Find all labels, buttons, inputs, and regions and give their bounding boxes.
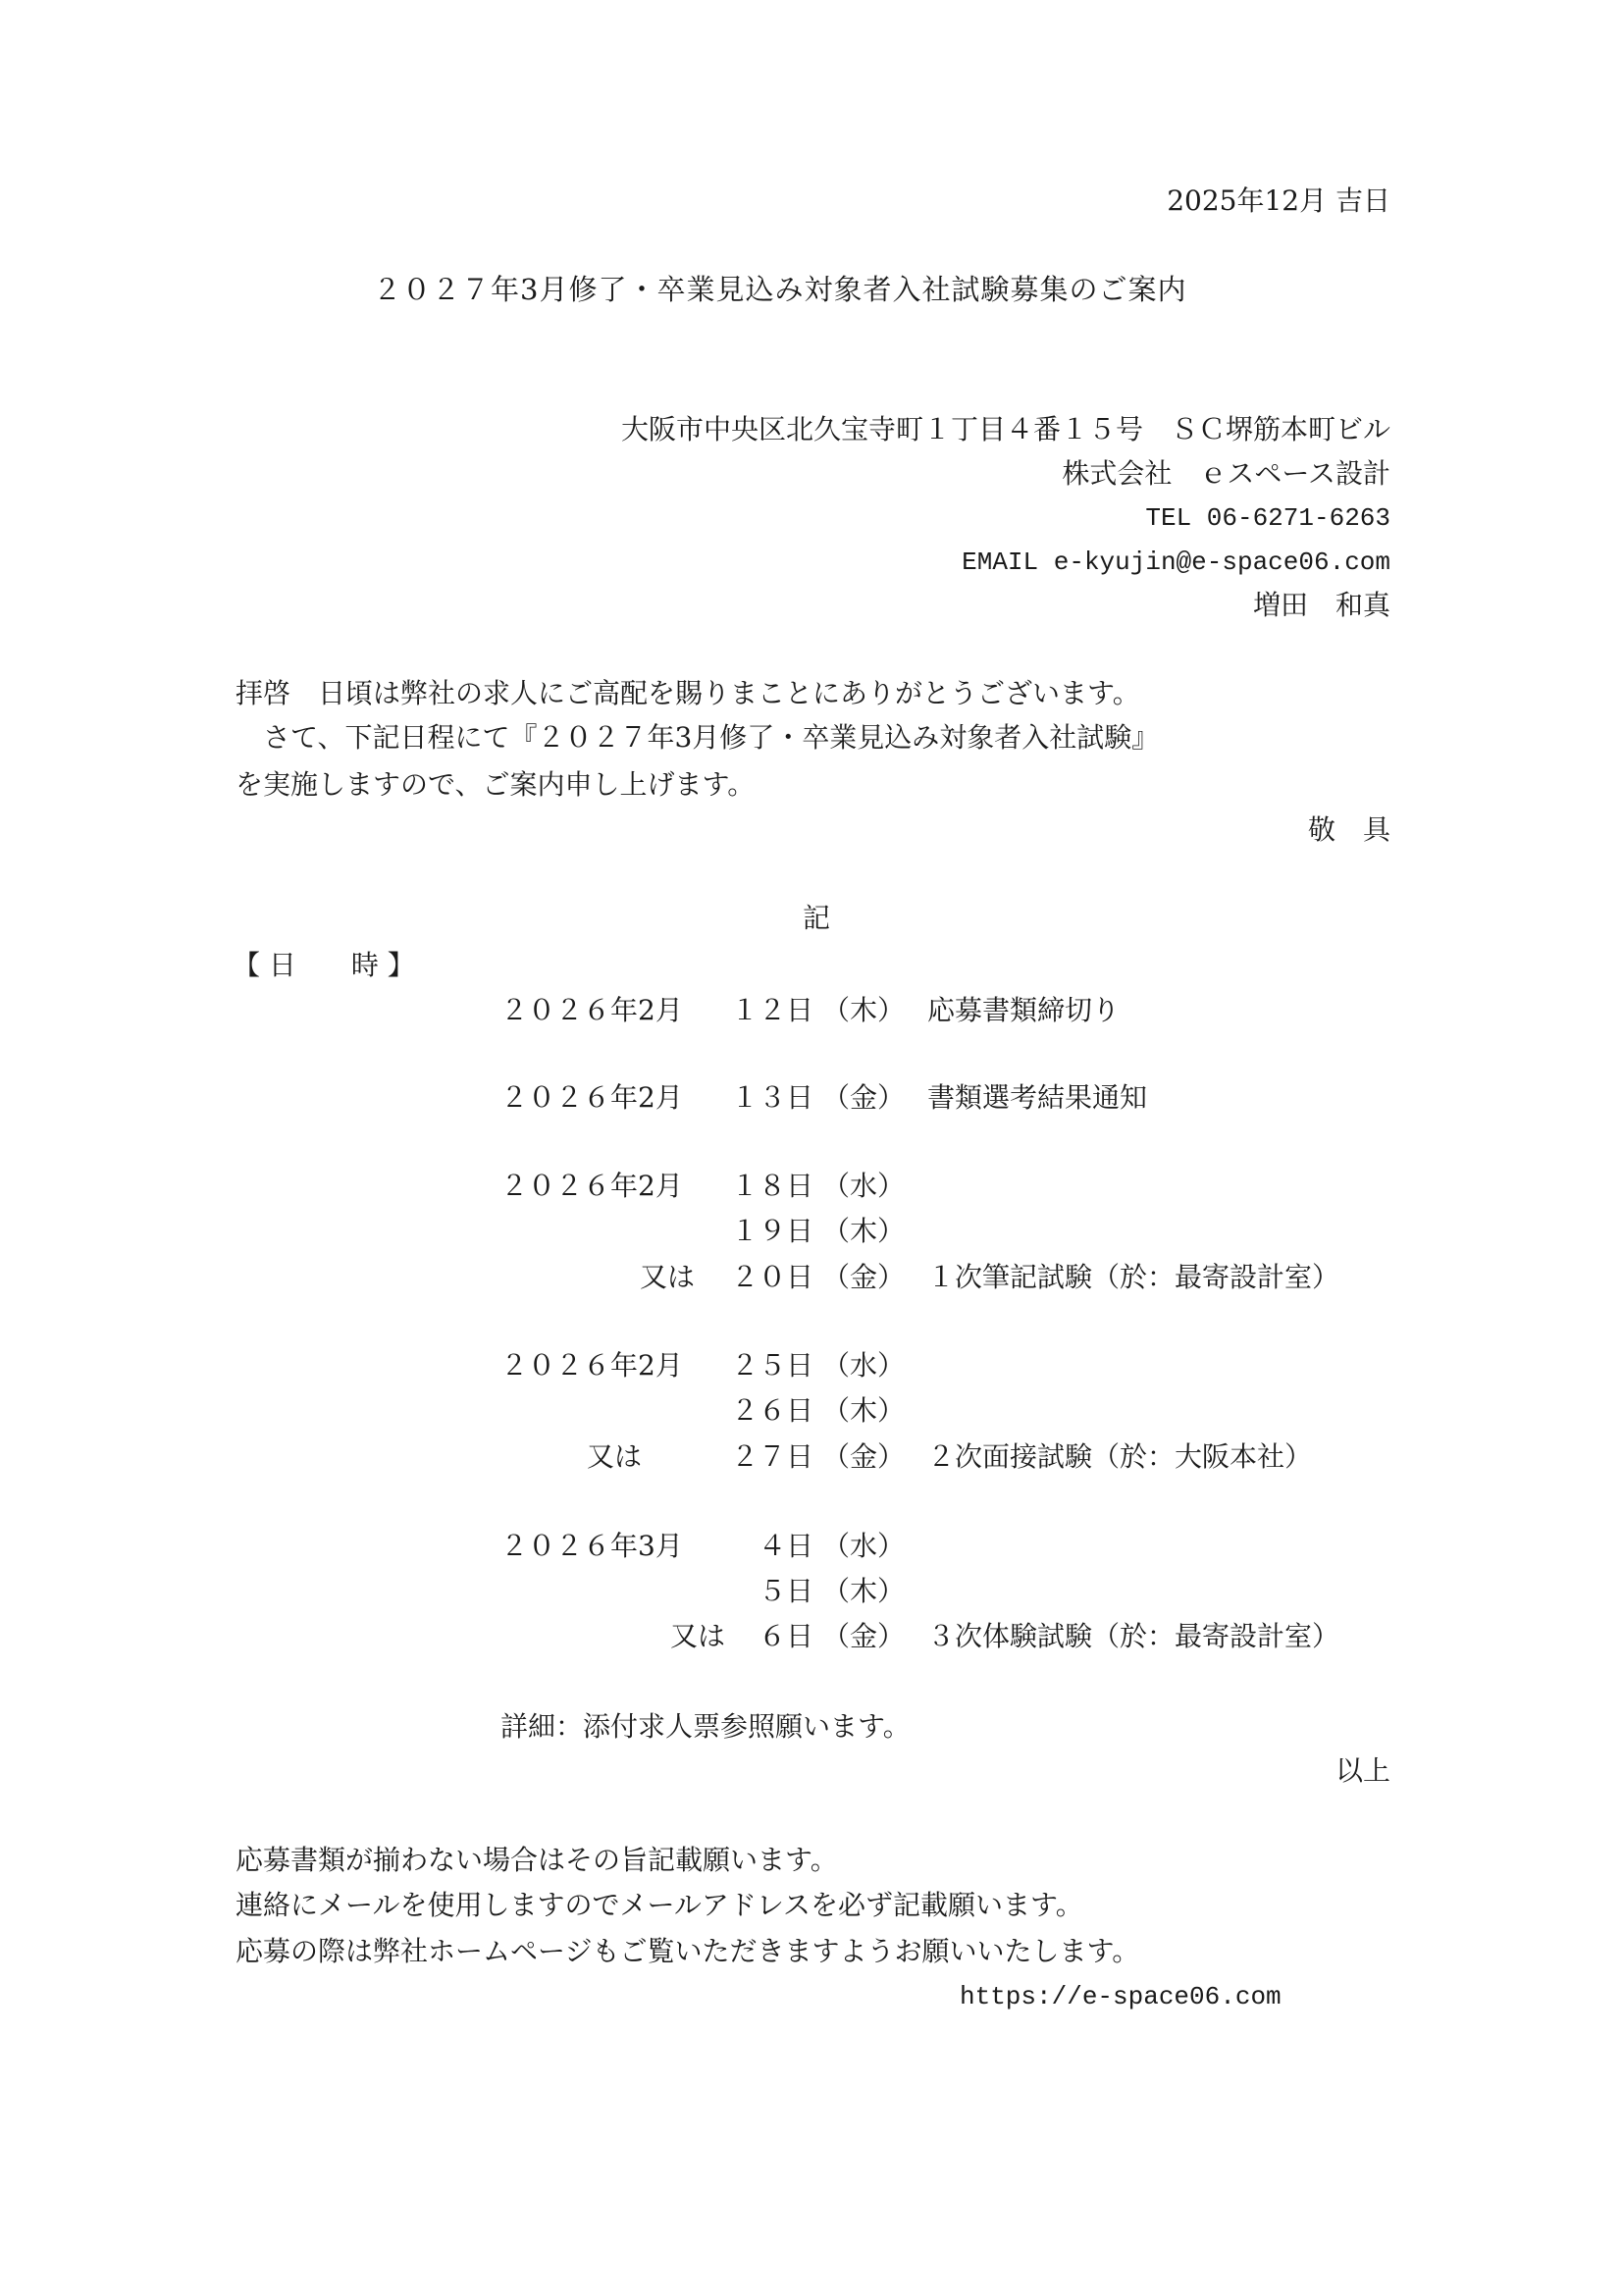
schedule-event: 書類選考結果通知 [927,1081,1148,1114]
schedule-year-month: ２０２６年2月 [500,1170,683,1202]
schedule-event: ２次面接試験（於：大阪本社） [927,1440,1313,1473]
schedule-day: ２６日 [731,1394,814,1427]
note-item: 連絡にメールを使用しますのでメールアドレスを必ず記載願います。 [236,1889,1083,1921]
schedule-year-month: ２０２６年2月 [500,1081,683,1114]
schedule-year-month: ２０２６年2月 [500,994,683,1026]
schedule-day: ５日 [759,1575,814,1607]
schedule-day: １８日 [731,1170,814,1202]
website-url[interactable]: https://e-space06.com [960,1982,1282,2011]
schedule-year-month: ２０２６年2月 [500,1349,683,1382]
schedule-day: ２０日 [731,1261,814,1293]
schedule-weekday: （水） [822,1170,906,1202]
note-item: 応募書類が揃わない場合はその旨記載願います。 [236,1844,838,1876]
schedule-event: １次筆記試験（於：最寄設計室） [927,1261,1340,1293]
schedule-weekday: （木） [822,1215,906,1247]
ki-heading: 記 [803,902,831,934]
end-mark: 以上 [1335,1754,1390,1787]
schedule-weekday: （金） [822,1440,906,1473]
schedule-alternative-prefix: 又は [587,1440,643,1473]
schedule-day: １９日 [731,1215,814,1247]
schedule-day: １３日 [731,1081,814,1114]
sender-company: 株式会社 ｅスペース設計 [1062,457,1390,490]
schedule-weekday: （金） [822,1620,906,1652]
sender-address: 大阪市中央区北久宝寺町１丁目４番１５号 ＳＣ堺筋本町ビル [620,413,1390,445]
document-date: 2025年12月 吉日 [1167,184,1390,217]
schedule-weekday: （木） [822,1394,906,1427]
note-item: 応募の際は弊社ホームページもご覧いただきますようお願いいたします。 [236,1935,1140,1967]
schedule-weekday: （木） [822,994,906,1026]
schedule-weekday: （金） [822,1261,906,1293]
schedule-event: ３次体験試験（於：最寄設計室） [927,1620,1340,1652]
schedule-weekday: （水） [822,1530,906,1562]
schedule-day: ２５日 [731,1349,814,1382]
schedule-alternative-prefix: 又は [640,1261,696,1293]
details-note: 詳細：添付求人票参照願います。 [500,1710,911,1743]
schedule-weekday: （水） [822,1349,906,1382]
sender-email: EMAIL e-kyujin@e-space06.com [962,548,1390,577]
greeting-closing: 敬 具 [1307,813,1390,846]
schedule-day: ６日 [759,1620,814,1652]
schedule-weekday: （木） [822,1575,906,1607]
schedule-weekday: （金） [822,1081,906,1114]
greeting-line-1: 拝啓 日頃は弊社の求人にご高配を賜りまことにありがとうございます。 [236,677,1140,709]
greeting-line-2: さて、下記日程にて『２０２７年3月修了・卒業見込み対象者入社試験』 [236,721,1160,754]
schedule-heading: 【 日 時 】 [233,949,415,981]
schedule-year-month: ２０２６年3月 [500,1530,683,1562]
schedule-alternative-prefix: 又は [670,1620,726,1652]
schedule-day: ２７日 [731,1440,814,1473]
sender-tel: TEL 06-6271-6263 [1145,503,1390,533]
sender-contact-name: 増田 和真 [1252,589,1390,621]
document-title: ２０２７年3月修了・卒業見込み対象者入社試験募集のご案内 [373,273,1187,306]
schedule-day: １２日 [731,994,814,1026]
greeting-line-3: を実施しますので、ご案内申し上げます。 [236,768,756,801]
schedule-day: ４日 [759,1530,814,1562]
schedule-event: 応募書類締切り [927,994,1121,1026]
